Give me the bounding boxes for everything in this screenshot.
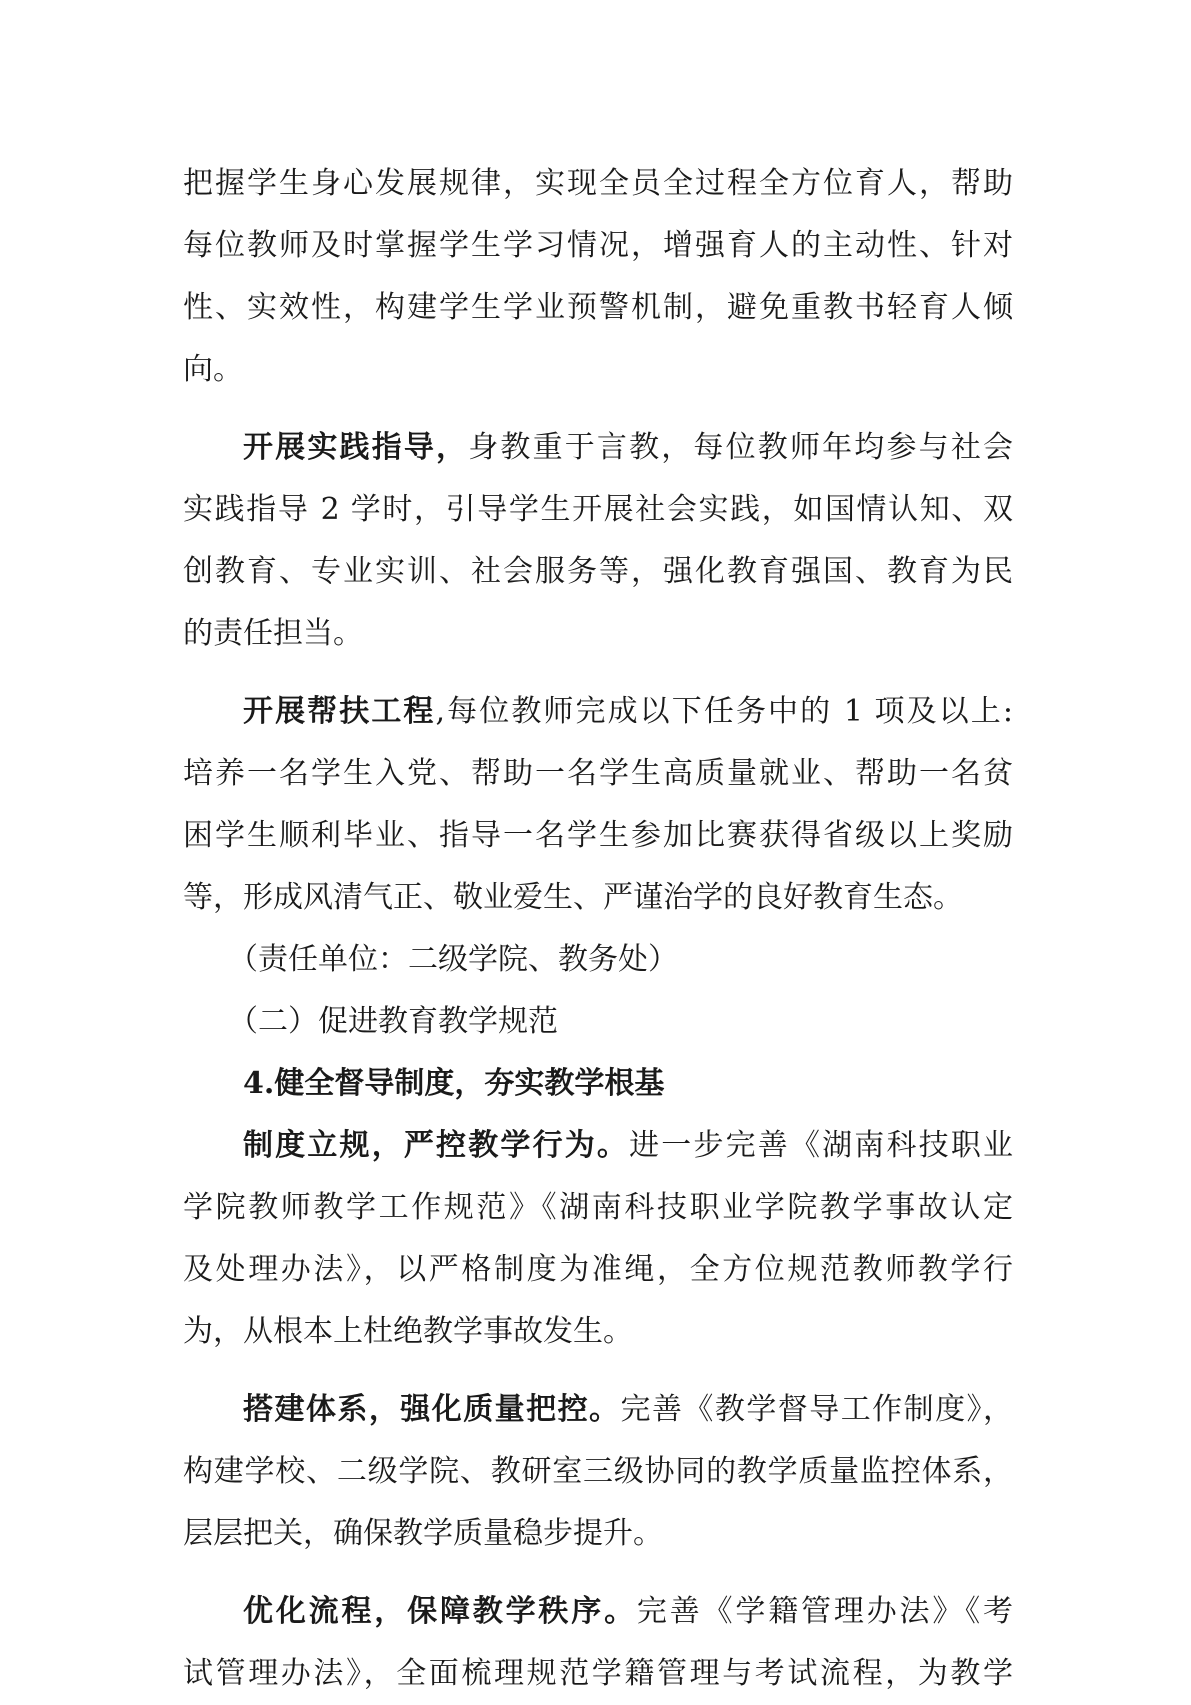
paragraph-lead: 开展帮扶工程: [243, 694, 436, 729]
paragraph-lead: 优化流程，保障教学秩序。: [243, 1594, 637, 1629]
text-line: 向。: [183, 352, 243, 387]
text-line: 培养一名学生入党、帮助一名学生高质量就业、帮助一名贫: [183, 756, 1013, 791]
text-line: 构建学校、二级学院、教研室三级协同的教学质量监控体系，: [183, 1454, 1013, 1489]
paragraph-lead: 搭建体系，强化质量把控。: [243, 1392, 621, 1427]
document-body: [183, 153, 1013, 1705]
paragraph-assistance-project: [183, 681, 1013, 929]
text-line: 性、实效性，构建学生学业预警机制，避免重教书轻育人倾: [183, 290, 1013, 325]
text-line: [183, 417, 1013, 479]
text-line: 创教育、专业实训、社会服务等，强化教育强国、教育为民: [183, 554, 1013, 589]
paragraph-text: ,每位教师完成以下任务中的 1 项及以上:: [435, 694, 1013, 729]
section-heading: （二）促进教育教学规范: [228, 1004, 558, 1039]
text-line: 的责任担当。: [183, 616, 363, 651]
paragraph-regulations: [183, 1115, 1013, 1363]
text-line: 等，形成风清气正、敬业爱生、严谨治学的良好教育生态。: [183, 880, 963, 915]
subsection-heading: 4.健全督导制度，夯实教学根基: [243, 1066, 665, 1101]
text-line: 试管理办法》，全面梳理规范学籍管理与考试流程，为教学: [183, 1656, 1013, 1691]
paragraph-practice-guidance: [183, 417, 1013, 665]
text-line: 实践指导 2 学时，引导学生开展社会实践，如国情认知、双: [183, 492, 1013, 527]
text-line: 每位教师及时掌握学生学习情况，增强育人的主动性、针对: [183, 228, 1013, 263]
paragraph-lead: 制度立规，严控教学行为。: [243, 1128, 630, 1163]
text-line: 层层把关，确保教学质量稳步提升。: [183, 1516, 663, 1551]
text-line: 把握学生身心发展规律，实现全员全过程全方位育人，帮助: [183, 166, 1013, 201]
paragraph-process-optimization: [183, 1581, 1013, 1705]
responsible-unit-note: （责任单位：二级学院、教务处）: [228, 942, 678, 977]
paragraph-student-development: [183, 153, 1013, 401]
paragraph-lead: 开展实践指导，: [243, 430, 469, 465]
paragraph-text: 进一步完善《湖南科技职业: [629, 1128, 1014, 1163]
text-line: [183, 1379, 1013, 1441]
paragraph-text: 身教重于言教，每位教师年均参与社会: [468, 430, 1014, 465]
text-line: [183, 681, 1013, 743]
paragraph-text: 完善《学籍管理办法》《考: [636, 1594, 1014, 1629]
text-line: 困学生顺利毕业、指导一名学生参加比赛获得省级以上奖励: [183, 818, 1013, 853]
paragraph-quality-system: [183, 1379, 1013, 1565]
text-line: 为，从根本上杜绝教学事故发生。: [183, 1314, 633, 1349]
paragraph-text: 完善《教学督导工作制度》，: [620, 1392, 1013, 1427]
text-line: [183, 1581, 1013, 1643]
text-line: 学院教师教学工作规范》《湖南科技职业学院教学事故认定: [183, 1190, 1013, 1225]
text-line: [183, 1115, 1013, 1177]
text-line: 及处理办法》，以严格制度为准绳，全方位规范教师教学行: [183, 1252, 1013, 1287]
